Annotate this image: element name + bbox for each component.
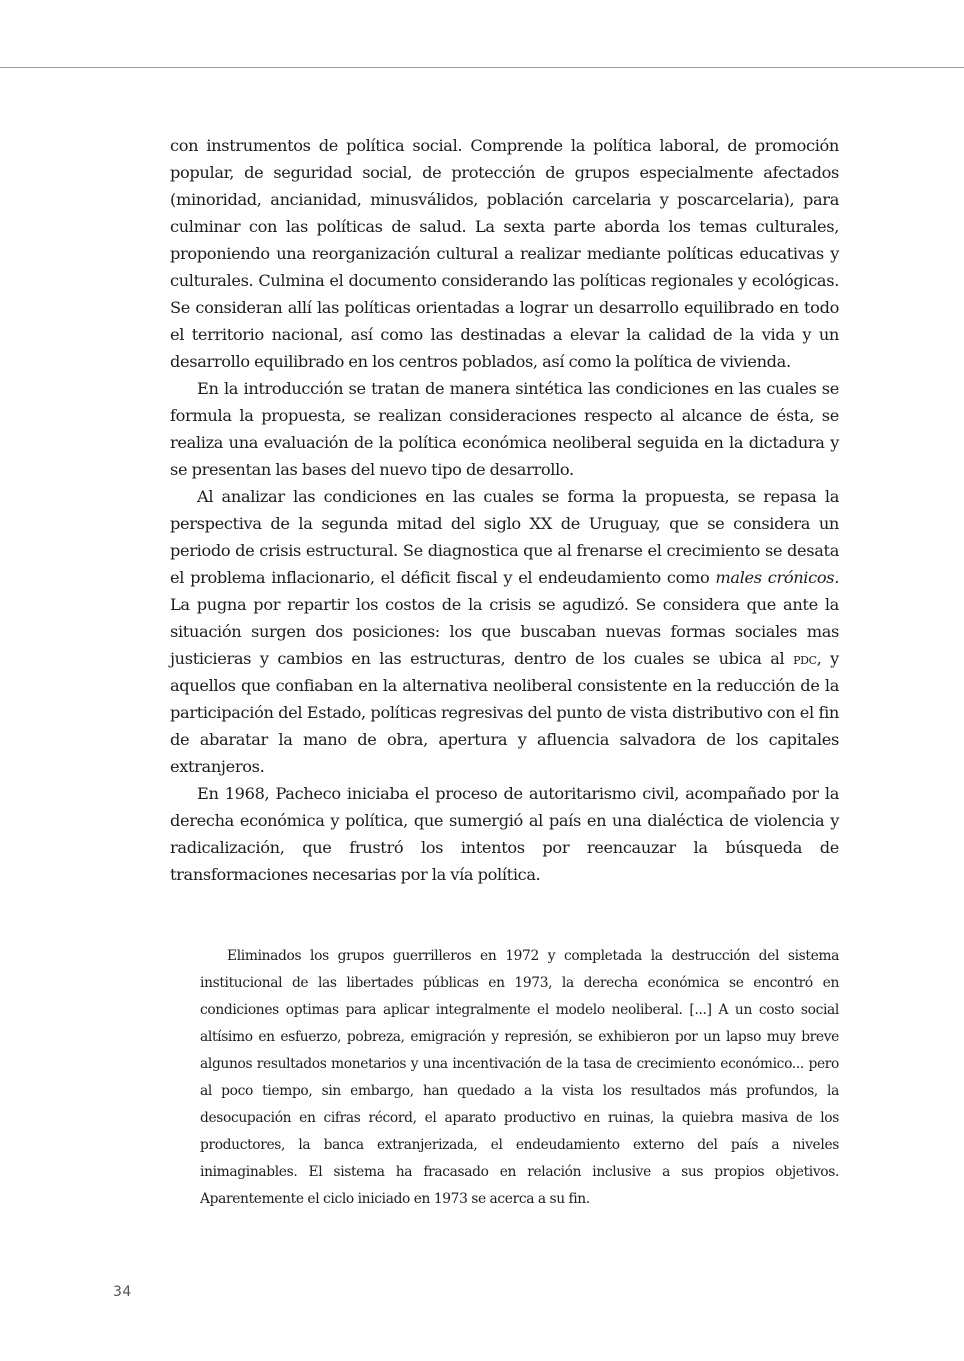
paragraph-3 <box>170 483 839 780</box>
italic-term: males crónicos <box>715 568 835 587</box>
paragraph-3-text-b: de Uruguay, que se considera un periodo de crisis estructural. Se diagnostica que al frenarse el crecimiento se desata el problema inflacionario, el déficit fiscal y el endeudamiento como <box>170 514 839 587</box>
paragraph-3-text-d: , y aquellos que confiaban en la alternativa neoliberal consistente en la reducción de la participación del Estado, políticas regresivas del punto de vista distributivo con el fin de abaratar la mano de obra, apertura y afluencia salvadora de los capitales extranjeros. <box>170 649 839 776</box>
paragraph-1: con instrumentos de política social. Comprende la política laboral, de promoción popular, de seguridad social, de protección de grupos especialmente afectados (minoridad, ancianidad, minusválidos, población carcelaria y poscarcelaria), para culminar con las políticas de salud. La sexta parte aborda los temas culturales, proponiendo una reorganización cultural a realizar mediante políticas educativas y culturales. Culmina el documento considerando las políticas regionales y ecológicas. Se consideran allí las políticas orientadas a lograr un desarrollo equilibrado en todo el territorio nacional, así como las destinadas a elevar la calidad de la vida y un desarrollo equilibrado en los centros poblados, así como la política de vivienda. <box>170 136 839 371</box>
header-rule <box>0 67 964 68</box>
body-text <box>170 132 839 888</box>
paragraph-2: En la introducción se tratan de manera sintética las condiciones en las cuales se formula la propuesta, se realizan consideraciones respecto al alcance de ésta, se realiza una evaluación de la política económica neoliberal seguida en la dictadura y se presentan las bases del nuevo tipo de desarrollo. <box>170 379 839 479</box>
paragraph-3-text-a: Al analizar las condiciones en las cuales se forma la propuesta, se repasa la perspectiva de la segunda mitad del siglo <box>170 487 839 533</box>
paragraph-3-text-c: . La pugna por repartir los costos de la crisis se agudizó. Se considera que ante la situación surgen dos posiciones: los que buscaban nuevas formas sociales mas justicieras y cambios en las estructuras, dentro de los cuales se ubica al <box>170 568 839 668</box>
page-number: 34 <box>113 1284 132 1300</box>
paragraph-4: En 1968, Pacheco iniciaba el proceso de autoritarismo civil, acompañado por la derecha económica y política, que sumergió al país en una dialéctica de violencia y radicalización, que frustró los intentos por reencauzar la búsqueda de transformaciones necesarias por la vía política. <box>170 784 839 884</box>
block-quote <box>200 943 839 1213</box>
block-quote-text: Eliminados los grupos guerrilleros en 1972 y completada la destrucción del sistema institucional de las libertades públicas en 1973, la derecha económica se encontró en condiciones optimas para aplicar integralmente el modelo neoliberal. [...] A un costo social altísimo en esfuerzo, pobreza, emigración y represión, se exhibieron por un lapso muy breve algunos resultados monetarios y una incentivación de la tasa de crecimiento económico... pero al poco tiempo, sin embargo, han quedado a la vista los resultados más profundos, la desocupación en cifras récord, el aparato productivo en ruinas, la quiebra masiva de los productores, la banca extranjerizada, el endeudamiento externo del país a niveles inimaginables. El sistema ha fracasado en relación inclusive a sus propios objetivos. Aparentemente el ciclo iniciado en 1973 se acerca a su fin. <box>200 948 839 1207</box>
century-numeral: XX <box>529 514 552 533</box>
party-acronym: pdc <box>793 649 817 668</box>
